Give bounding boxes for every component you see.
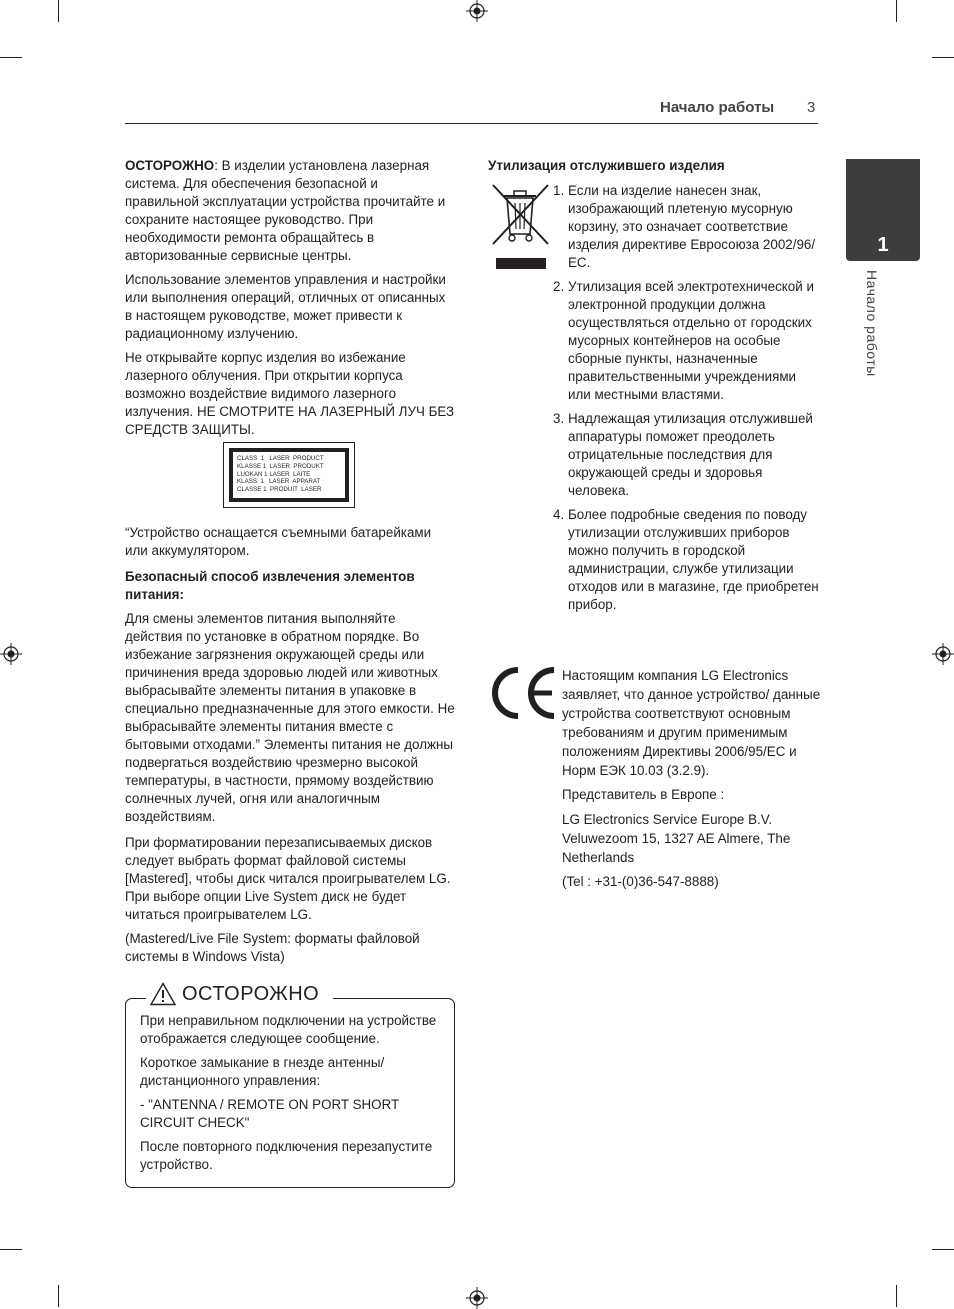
warning-triangle-icon (150, 982, 176, 1006)
list-item: 4. Более подробные сведения по поводу утилизации отслуживших приборов можно получить в городской администрации, службе утилизации отходов или в магазине, где приобретен прибор. (553, 507, 819, 612)
crop-mark (896, 0, 897, 22)
format-note: (Mastered/Live File System: форматы файловой системы в Windows Vista) (125, 931, 420, 964)
list-item: 1. Если на изделие нанесен знак, изображающий плетеную мусорную корзину, это означает соответствие изделия директиве Евросоюза 2002/96/ЕС. (553, 183, 816, 270)
crop-mark (58, 0, 59, 22)
controls-paragraph: Использование элементов управления и настройки или выполнения операций, отличных от описанных в настоящем руководстве, может привести к радиационному излучению. (125, 272, 446, 341)
caution-p2: Короткое замыкание в гнезде антенны/ дистанционного управления: (140, 1055, 385, 1088)
representative-tel: (Tel : +31-(0)36-547-8888) (562, 874, 719, 889)
laser-caution-paragraph (125, 157, 455, 265)
battery-note: “Устройство оснащается съемными батарейками или аккумулятором. (125, 525, 432, 558)
crop-mark (932, 1249, 954, 1250)
laser-label-text: CLASS 1 LASER PRODUCT KLASSE 1 LASER PRODUKT LUOKAN 1 LASER LAITE KLASS 1 LASER APPARAT CLASSE 1 PRODUIT LASER (229, 448, 349, 502)
disposal-heading: Утилизация отслужившего изделия (488, 158, 725, 173)
caution-box-body (140, 1012, 445, 1174)
disposal-list (553, 182, 819, 620)
page-number: 3 (807, 99, 816, 116)
registration-mark-icon (466, 0, 488, 22)
representative-address: LG Electronics Service Europe B.V. Veluwezoom 15, 1327 AE Almere, The Netherlands (562, 812, 791, 865)
format-section (125, 834, 455, 966)
housing-paragraph: Не открывайте корпус изделия во избежание лазерного облучения. При открытии корпуса возможно воздействие видимого лазерного излучения. НЕ СМОТРИТЕ НА ЛАЗЕРНЫЙ ЛУЧ БЕЗ СРЕДСТВ ЗАЩИТЫ. (125, 350, 455, 437)
ce-mark-icon (488, 664, 558, 722)
crop-mark (896, 1285, 897, 1307)
registration-mark-icon (932, 643, 954, 665)
caution-box-header (146, 982, 333, 1006)
crop-mark (0, 57, 22, 58)
laser-class-label (223, 442, 355, 508)
crop-mark (932, 57, 954, 58)
left-column (125, 157, 455, 439)
chapter-tab (846, 159, 920, 261)
battery-text: Для смены элементов питания выполняйте действия по установке в обратном порядке. Во избежание загрязнения окружающей среды или причинения вреда здоровью людей или животных выбрасывайте элементы питания в упаковке в специально предназначенные для этого емкости. Не выбрасывайте элементы питания вместе с бытовыми отходами.” Элементы питания не должны подвергаться воздействию чрезмерно высокой температуры, в частности, прямому воздействию солнечных лучей, огня или аналогичным воздействиям. (125, 611, 455, 824)
list-item: 3. Надлежащая утилизация отслужившей аппаратуры поможет преодолеть отрицательные последствия для окружающей среды и здоровья человека. (553, 411, 813, 498)
crossed-bin-icon (490, 182, 552, 272)
disposal-items (553, 182, 819, 614)
section-title: Начало работы (660, 99, 775, 116)
caution-p1: При неправильном подключении на устройстве отображается следующее сообщение. (140, 1013, 437, 1046)
caution-p3: - "ANTENNA / REMOTE ON PORT SHORT CIRCUIT CHECK" (140, 1097, 400, 1130)
chapter-number: 1 (877, 234, 889, 256)
representative-label: Представитель в Европе : (562, 787, 725, 802)
caution-lead: ОСТОРОЖНО (125, 158, 215, 173)
battery-heading: Безопасный способ извлечения элементов питания: (125, 569, 415, 602)
registration-mark-icon (0, 643, 22, 665)
left-column-lower (125, 524, 455, 826)
caution-p4: После повторного подключения перезапустите устройство. (140, 1139, 433, 1172)
header-rule (125, 123, 818, 124)
format-text: При форматировании перезаписываемых дисков следует выбрать формат файловой системы [Mastered], чтобы диск читался проигрывателем LG. При выборе опции Live System диск не будет читаться проигрывателем LG. (125, 835, 451, 922)
crop-mark (58, 1285, 59, 1307)
chapter-label: Начало работы (864, 270, 880, 377)
registration-mark-icon (466, 1287, 488, 1309)
list-item: 2. Утилизация всей электротехнической и электронной продукции должна осуществляться отдельно от городских мусорных контейнеров на особые сборные пункты, назначенные правительственными учреждениями или местными властями. (553, 279, 814, 402)
caution-box-title: ОСТОРОЖНО (182, 982, 320, 1005)
caution-text: : В изделии установлена лазерная система. Для обеспечения безопасной и правильной эксплуатации устройства прочитайте и сохраните настоящее руководство. При необходимости ремонта обращайтесь в авторизованные сервисные центры. (125, 158, 446, 263)
crop-mark (0, 1249, 22, 1250)
ce-declaration: Настоящим компания LG Electronics заявляет, что данное устройство/ данные устройства соответствуют основным требованиям и другим применимым положениям Директивы 2006/95/EC и Норм ЕЭК 10.03 (3.2.9). (562, 668, 821, 778)
ce-section (562, 666, 822, 891)
